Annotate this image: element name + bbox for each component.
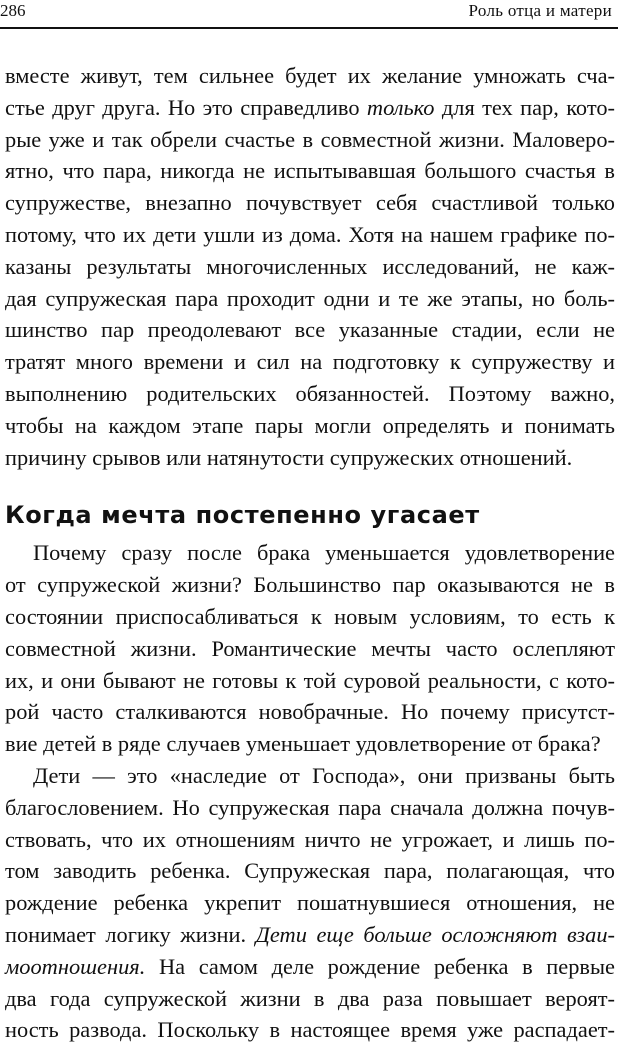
text-run: тех пар, кото- [482, 94, 615, 120]
text-line: казаны результаты многочисленных исследований, не каж- [5, 253, 615, 279]
text-line [5, 919, 615, 951]
text-line: Дети — это «наследие от Господа», они призваны быть [33, 762, 615, 788]
text-line: супружестве, внезапно почувствует себя счастливой только [5, 190, 615, 216]
text-line: том заводить ребенка. Супружеская пара, полагающая, что [5, 858, 615, 884]
text-run: На самом деле рождение ребенка в первые [158, 953, 615, 979]
text-line [5, 951, 615, 983]
text-line: их, и они бывают не готовы к той суровой реальности, с кото- [5, 667, 615, 693]
paragraph [5, 760, 615, 1046]
text-line: совместной жизни. Романтические мечты часто ослепляют [5, 635, 615, 661]
page-body [5, 60, 615, 1046]
emphasis-text: Дети еще больше осложняют взаи- [255, 921, 615, 947]
emphasis-text: моотношения. [5, 953, 146, 979]
paragraph [5, 537, 615, 760]
text-line: потому, что их дети ушли из дома. Хотя на нашем графике по- [5, 221, 615, 247]
text-line: дая супружеская пара проходит одни и те же этапы, но боль- [5, 285, 615, 311]
section-heading: Когда мечта постепенно угасает [5, 501, 480, 530]
running-title: Роль отца и матери [468, 1, 612, 20]
text-line: чтобы на каждом этапе пары могли определять и понимать [5, 412, 615, 438]
emphasis-text: только [366, 94, 435, 120]
header-rule [0, 27, 618, 29]
text-line: рождение ребенка укрепит пошатнувшиеся отношения, не [5, 890, 615, 916]
text-line: тратят много времени и сил на подготовку к супружеству и [5, 349, 615, 375]
text-line: ствовать, что их отношениям ничто не угрожает, и лишь по- [5, 826, 615, 852]
text-line: благословением. Но супружеская пара сначала должна почув- [5, 794, 615, 820]
text-line [5, 92, 615, 124]
text-line: от супружеской жизни? Большинство пар оказываются не в [5, 572, 615, 598]
text-line: вие детей в ряде случаев уменьшает удовлетворение от брака? [5, 731, 601, 757]
page-header [0, 0, 620, 30]
page-number: 286 [0, 1, 26, 20]
text-line: шинство пар преодолевают все указанные стадии, если не [5, 317, 615, 343]
text-run: для [441, 94, 475, 120]
text-line: Почему сразу после брака уменьшается удовлетворение [33, 540, 615, 566]
text-run: стье друг друга. Но это справедливо [5, 94, 360, 120]
text-run: понимает логику жизни. [5, 921, 247, 947]
text-line: ность развода. Поскольку в настоящее время уже распадает- [5, 1017, 615, 1043]
paragraph [5, 60, 615, 473]
text-line: состоянии приспосабливаться к новым условиям, то есть к [5, 603, 615, 629]
text-line: рые уже и так обрели счастье в совместной жизни. Маловеро- [5, 126, 615, 152]
text-line: причину срывов или натянутости супружеских отношений. [5, 444, 573, 470]
text-line: два года супружеской жизни в два раза повышает вероят- [5, 985, 615, 1011]
text-line: ятно, что пара, никогда не испытывавшая большого счастья в [5, 158, 615, 184]
text-line: рой часто сталкиваются новобрачные. Но почему присутст- [5, 699, 615, 725]
text-line: вместе живут, тем сильнее будет их желание умножать сча- [5, 63, 615, 88]
text-line: выполнению родительских обязанностей. Поэтому важно, [5, 380, 615, 406]
